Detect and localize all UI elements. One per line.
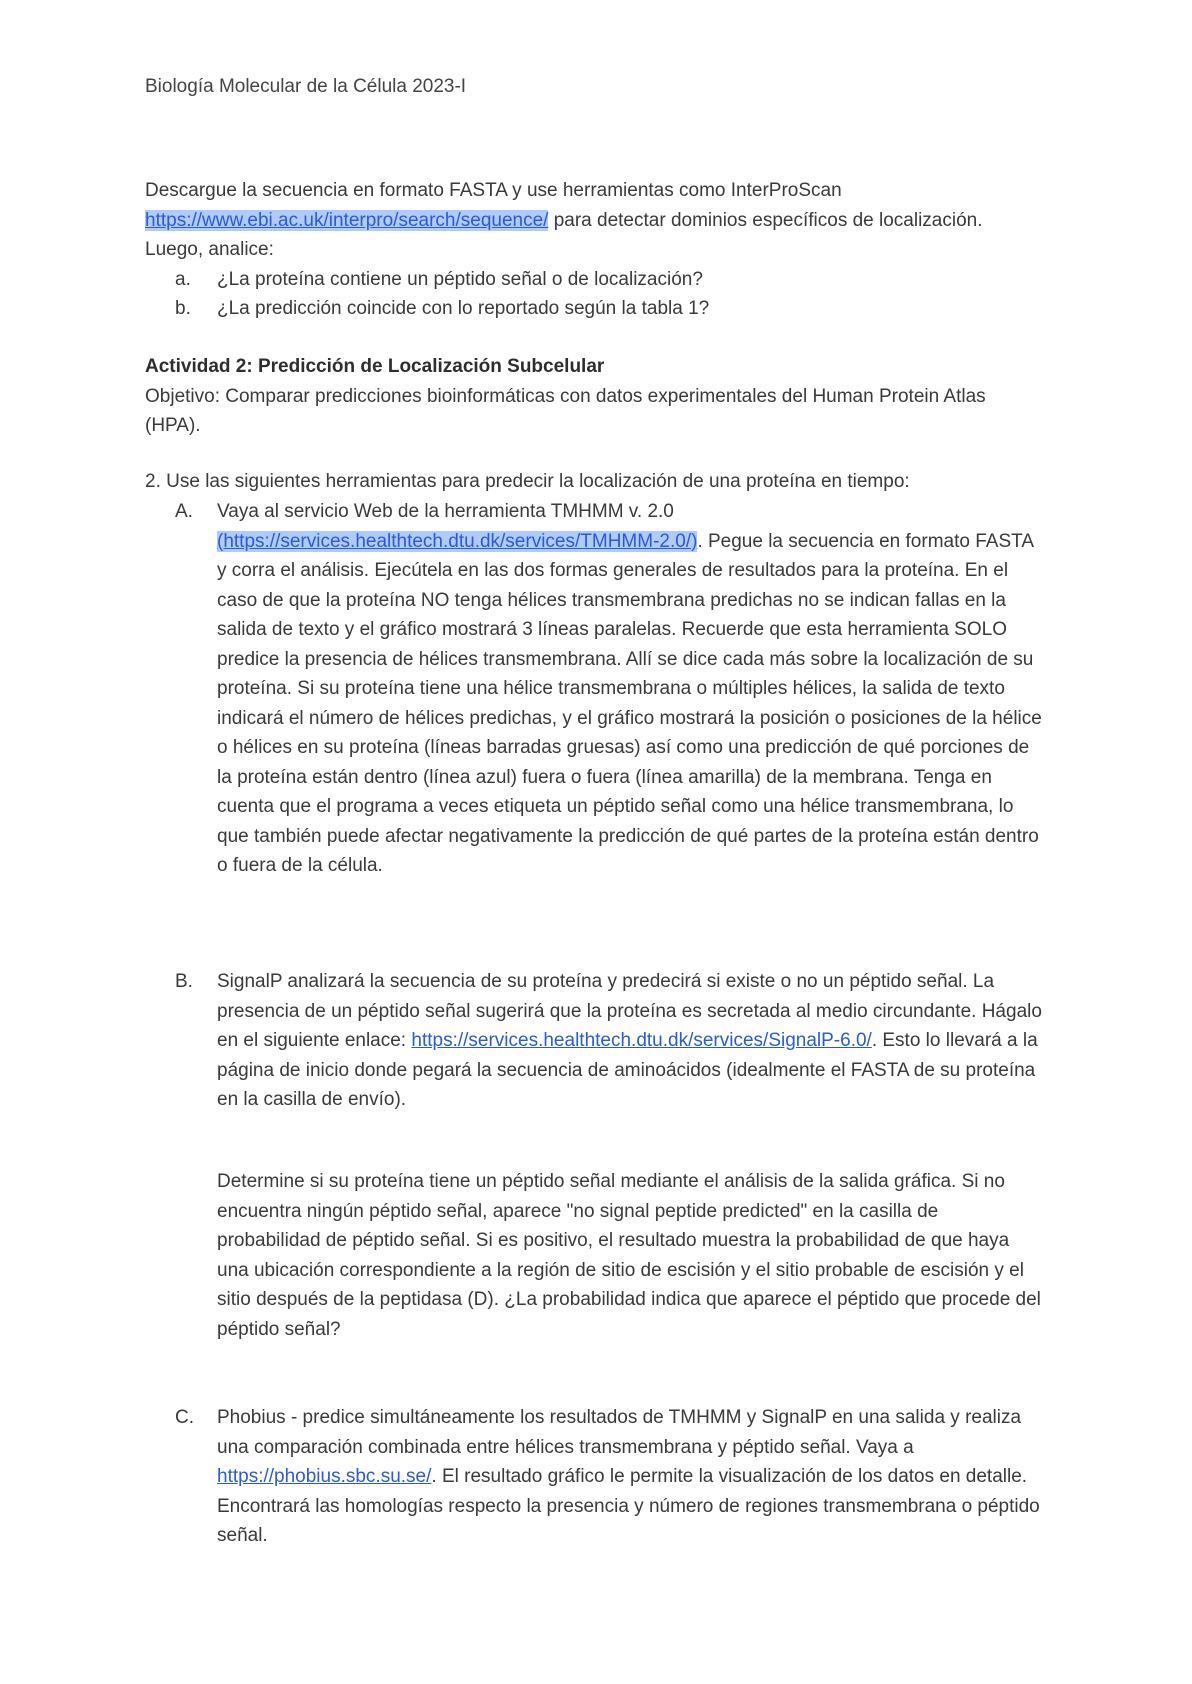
intro-link-line — [145, 206, 1045, 236]
tool-paragraph: Determine si su proteína tiene un péptido señal mediante el análisis de la salida gráfica. Si no encuentra ningún péptido señal, aparece "no signal peptide predicted" en la casilla de probabilidad de péptido señal. Si es positivo, el resultado muestra la probabilidad de que haya una ubicación correspondiente a la región de sitio de escisión y el sitio probable de escisión y el sitio después de la peptidasa (D). ¿La probabilidad indica que aparece el péptido que procede del péptido señal? — [217, 1171, 1041, 1340]
tool-lead: SignalP analizará la secuencia de su proteína y predecirá si existe o no un péptido señal. La presencia de un péptido señal sugerirá que la proteína es secretada al medio circundante. Hágalo en el siguiente enlace: — [217, 971, 1042, 1051]
task-line — [145, 467, 1045, 497]
section-title: Actividad 2: Predicción de Localización Subcelular — [145, 356, 605, 377]
section-objective: Objetivo: Comparar predicciones bioinformáticas con datos experimentales del Human Protein Atlas (HPA). — [145, 385, 986, 436]
interproscan-link[interactable]: https://www.ebi.ac.uk/interpro/search/sequence/ — [145, 209, 549, 231]
list-marker: B. — [175, 971, 193, 992]
list-item — [175, 294, 1045, 324]
list-marker: C. — [175, 1407, 194, 1428]
tool-item-signalp-para2 — [145, 1167, 1045, 1344]
intro-line: Descargue la secuencia en formato FASTA y use herramientas como InterProScan — [145, 180, 842, 201]
tool-body: . Esto lo llevará a la página de inicio donde pegará la secuencia de aminoácidos (idealmente el FASTA de su proteína en la casilla de envío). — [217, 1030, 1038, 1110]
list-item-text: ¿La predicción coincide con lo reportado según la tabla 1? — [217, 298, 710, 319]
activity-section — [145, 352, 1045, 441]
tool-item-phobius — [145, 1403, 1045, 1551]
intro-line-rest: para detectar dominios específicos de localización. — [548, 209, 983, 231]
task-number: 2. — [145, 471, 161, 492]
signalp-link[interactable]: https://services.healthtech.dtu.dk/services/SignalP-6.0/ — [411, 1030, 872, 1051]
list-marker: b. — [175, 298, 191, 319]
list-item-text: ¿La proteína contiene un péptido señal o de localización? — [217, 268, 703, 290]
tool-item-signalp — [145, 967, 1045, 1115]
intro-section — [145, 176, 1045, 324]
document-header: Biología Molecular de la Célula 2023-I — [145, 76, 467, 97]
list-marker: a. — [175, 268, 191, 290]
tool-body: . El resultado gráfico le permite la visualización de los datos en detalle. Encontrará las homologías respecto la presencia y número de regiones transmembrana o péptido señal. — [217, 1466, 1040, 1546]
list-marker: A. — [175, 501, 193, 522]
intro-line: Luego, analice: — [145, 239, 274, 260]
tool-item-tmhmm — [145, 497, 1045, 881]
tmhmm-link[interactable]: (https://services.healthtech.dtu.dk/services/TMHMM-2.0/) — [217, 530, 698, 552]
tool-lead: Vaya al servicio Web de la herramienta TMHMM v. 2.0 — [217, 501, 674, 522]
tool-body: . Pegue la secuencia en formato FASTA y corra el análisis. Ejecútela en las dos formas generales de resultados para la proteína. En el caso de que la proteína NO tenga hélices transmembrana predichas no se indican fallas en la salida de texto y el gráfico mostrará 3 líneas paralelas. Recuerde que esta herramienta SOLO predice la presencia de hélices transmembrana. Allí se dice cada más sobre la localización de su proteína. Si su proteína tiene una hélice transmembrana o múltiples hélices, la salida de texto indicará el número de hélices predichas, y el gráfico mostrará la posición o posiciones de la hélice o hélices en su proteína (líneas barradas gruesas) así como una predicción de qué porciones de la proteína están dentro (línea azul) fuera o fuera (línea amarilla) de la membrana. Tenga en cuenta que el programa a veces etiqueta un péptido señal como una hélice transmembrana, lo que también puede afectar negativamente la predicción de qué partes de la proteína están dentro o fuera de la célula. — [217, 530, 1042, 876]
task-text: Use las siguientes herramientas para predecir la localización de una proteína en tiempo: — [166, 471, 910, 492]
tool-lead: Phobius - predice simultáneamente los resultados de TMHMM y SignalP en una salida y realiza una comparación combinada entre hélices transmembrana y péptido señal. Vaya a — [217, 1407, 1022, 1458]
phobius-link[interactable]: https://phobius.sbc.su.se/ — [217, 1466, 432, 1487]
list-item — [175, 265, 1045, 295]
